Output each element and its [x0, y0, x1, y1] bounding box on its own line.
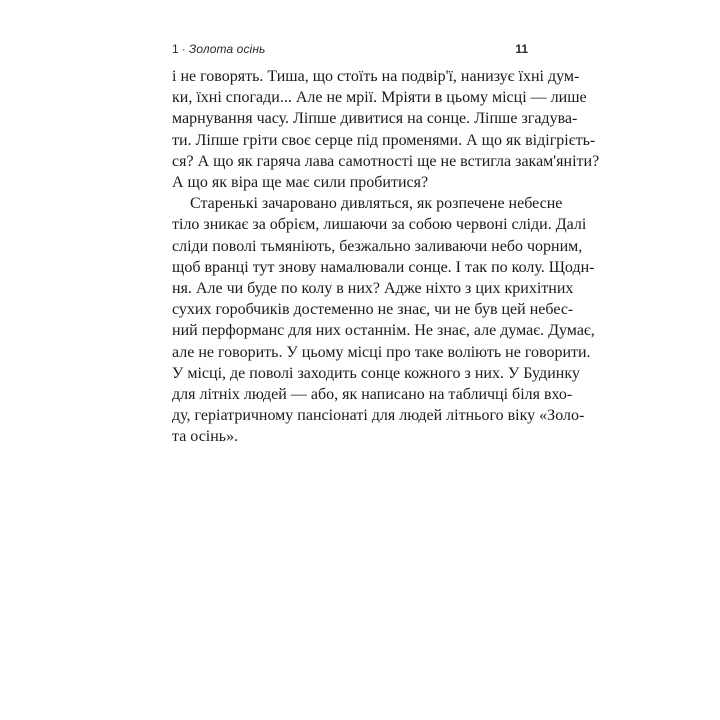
running-head [172, 40, 528, 60]
text-line: тіло зникає за обрієм, лишаючи за собою червоні сліди. Далі [172, 216, 587, 234]
text-line: А що як віра ще має сили пробитися? [172, 174, 429, 192]
text-line: сухих горобчиків достеменно не знає, чи не був цей небес- [172, 301, 574, 319]
text-line: ти. Ліпше гріти своє серце під променями. А що як відігрієть- [172, 131, 596, 149]
text-line: але не говорить. У цьому місці про таке воліють не говорити. [172, 343, 591, 361]
text-line: ки, їхні спогади... Але не мрії. Мріяти в цьому місці — лише [172, 89, 587, 107]
text-line: ся? А що як гаряча лава самотності ще не встигла закам'яніти? [172, 152, 600, 170]
body-text [172, 66, 600, 448]
text-line: У місці, де поволі заходить сонце кожного з них. У Будинку [172, 364, 580, 382]
text-line: ня. Але чи буде по колу в них? Адже ніхто з цих крихітних [172, 280, 574, 298]
text-line: та осінь». [172, 428, 239, 446]
chapter-number: 1 [172, 42, 179, 56]
text-line: для літніх людей — або, як написано на табличці біля вхо- [172, 386, 573, 404]
paragraph-2 [172, 193, 595, 447]
text-line: Старенькі зачаровано дивляться, як розпечене небесне [190, 195, 563, 213]
text-line: марнування часу. Ліпше дивитися на сонце. Ліпше згадува- [172, 110, 578, 128]
chapter-separator: · [181, 42, 186, 56]
chapter-heading [172, 42, 265, 56]
text-line: і не говорять. Тиша, що стоїть на подвір'ї, нанизує їхні дум- [172, 68, 580, 85]
chapter-title: Золота осінь [188, 42, 266, 56]
paragraph-1 [172, 66, 600, 193]
text-line: сліди поволі тьмяніють, безжально заливаючи небо чорним, [172, 237, 583, 255]
text-line: щоб вранці тут знову намалювали сонце. І так по колу. Щодн- [172, 258, 595, 276]
text-line: ду, геріатричному пансіонаті для людей літнього віку «Золо- [172, 407, 585, 425]
page-number: 11 [515, 42, 528, 56]
text-line: ний перформанс для них останнім. Не знає, але думає. Думає, [172, 322, 595, 340]
